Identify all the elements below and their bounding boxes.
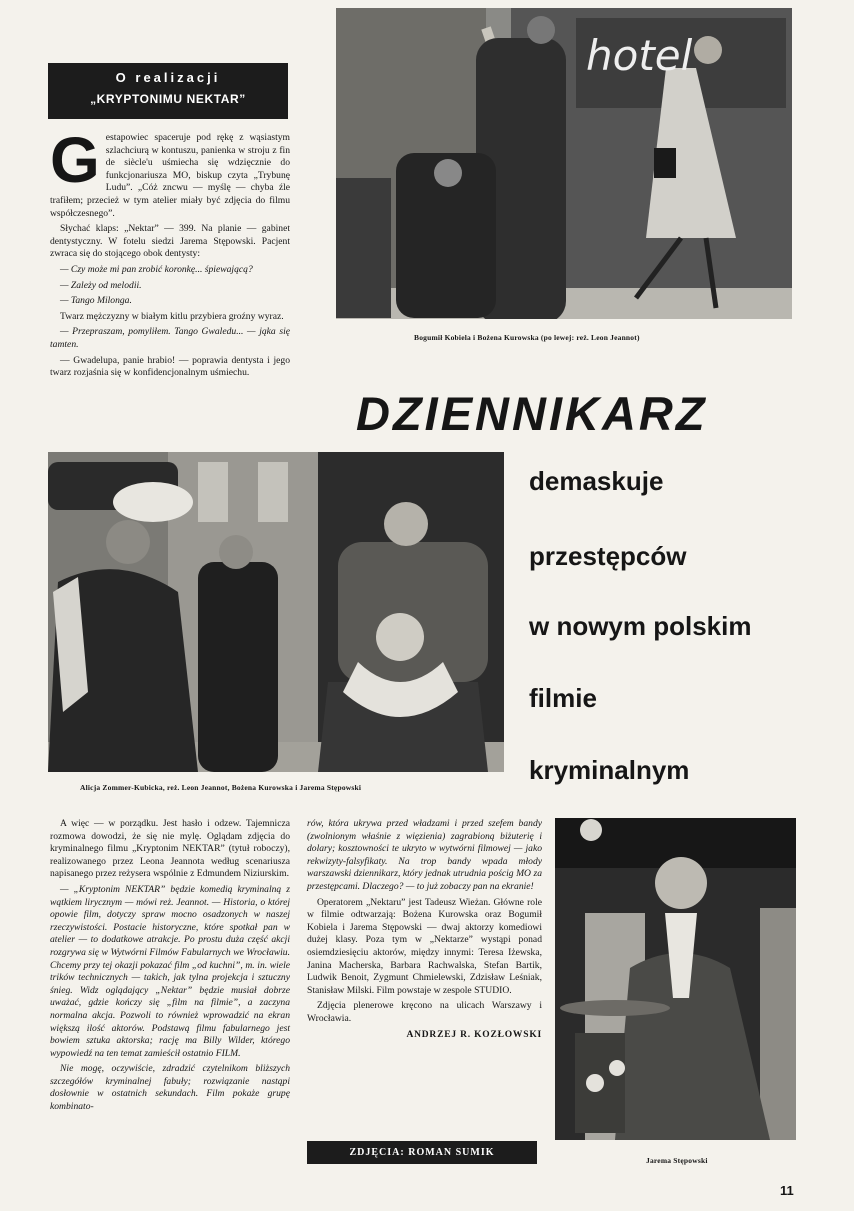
intro-paragraph: Słychać klaps: „Nektar” — 399. Na planie — gabinet dentystyczny. W fotelu siedzi Jarema Stępowski. Pacjent zwraca się do stojącego obok dentysty:: [50, 223, 290, 260]
headline-title: DZIENNIKARZ: [356, 387, 708, 440]
article-column-left: [50, 818, 290, 1117]
author-byline: ANDRZEJ R. KOZŁOWSKI: [406, 1029, 542, 1040]
headline-sub2: przestępców: [529, 541, 687, 571]
dialogue-line: — Zależy od melodii.: [60, 279, 142, 291]
intro-paragraph: Twarz mężczyzny w białym kitlu przybiera groźny wyraz.: [60, 310, 284, 322]
photo-dentist-scene: [48, 452, 504, 772]
header-line2: „KRYPTONIMU NEKTAR”: [90, 92, 246, 106]
drop-cap: G: [50, 124, 100, 196]
headline-sub1: demaskuje: [529, 466, 664, 496]
photo-portrait: [555, 818, 796, 1140]
photo-hotel-scene: [336, 8, 792, 319]
intro-paragraph: estapowiec spaceruje pod rękę z wąsiastym szlachciurą w kontuszu, panienka w stroju z fin de siècle'u uśmiecha się wdzięcznie do funkcjonariusza MO, biskup czyta „Trybunę Ludu”. „Cóż zncwu — myślę — chyba źle trafiłem; przecież w tym atelier miały być zdjęcia do filmu współczesnego”.: [50, 132, 290, 219]
dialogue-line: — Czy może mi pan zrobić koronkę... śpiewającą?: [60, 263, 253, 275]
headline-sub5: kryminalnym: [529, 755, 690, 785]
intro-paragraph: — Gwadelupa, panie hrabio! — poprawia dentysta i jego twarz rozjaśnia się w konfidencjonalnym uśmiechu.: [50, 354, 290, 379]
photo-credit: ZDJĘCIA: ROMAN SUMIK: [307, 1141, 537, 1164]
intro-column: [50, 124, 290, 383]
hotel-sign: hotel: [586, 31, 693, 80]
article-paragraph: rów, która ukrywa przed władzami i przed szefem bandy (zwolnionym właśnie z więzienia) zagrabioną biżuterię i dolary; kosztowności te ukryto w wytwórni filmowej — jako rekwizyty-falsyfikaty. Na trop bandy wpada młody warszawski dziennikarz, który jednak utrudnia pościg MO za przestępcami. Dlaczego? — to już zobaczy pan na ekranie!: [307, 818, 542, 892]
caption-middle-photo: Alicja Zommer-Kubicka, reż. Leon Jeannot, Bożena Kurowska i Jarema Stępowski: [80, 783, 362, 792]
article-column-middle: [307, 818, 542, 1044]
headline-sub4: filmie: [529, 683, 597, 713]
article-paragraph: — „Kryptonim NEKTAR” będzie komedią kryminalną z wątkiem lirycznym — mówi reż. Jeannot. — Historia, o której opowie film, dotyczy spraw mocno osadzonych w naszej rzeczywistości. Postacie historyczne, które spotkał pan w atelier — to dodatkowe atrakcje. Po prostu duża część akcji rozgrywa się w Wytwórni Filmów Fabularnych we Wrocławiu. Chcemy przy tej okazji pokazać film „od kuchni”, m. in. wiele trików technicznych — takich, jak tylna projekcja i sztuczny śnieg. Widz oglądający „Nektar” będzie musiał dobrze uważać, gdzie kończy się „film na filmie”, a zaczyna normalna akcja. Pozwoli to również wprowadzić na ekran większą ilość aktorów. Podstawą filmu fabularnego jest bowiem sztuka aktorska; rację ma Billy Wilder, którego wypowiedź na ten temat zamieścił ostatnio FILM.: [50, 883, 290, 1059]
header-line1: O realizacji: [115, 70, 221, 85]
page-number: 11: [780, 1183, 794, 1198]
headline-sub3: w nowym polskim: [529, 611, 752, 641]
caption-bottom-photo: Jarema Stępowski: [646, 1156, 708, 1165]
dialogue-line: — Tango Milonga.: [60, 295, 132, 307]
article-paragraph: Operatorem „Nektaru” jest Tadeusz Wieżan. Główne role w filmie odtwarzają: Bożena Kurowska oraz Bogumił Kobiela i Jarema Stępowski — dwaj aktorzy komediowi dużej klasy. Poza tym w „Nektarze” wystąpi ponad osiemdziesięciu aktorów, między innymi: Teresa Iżewska, Janina Macherska, Barbara Rachwalska, Stefan Bartik, Ludwik Benoit, Zygmunt Chmielewski, Zdzisław Leśniak, Stanisław Milski. Film powstaje w zespole STUDIO.: [307, 896, 542, 996]
article-paragraph: A więc — w porządku. Jest hasło i odzew. Tajemnicza rozmowa dowodzi, że się nie mylę. Oglądam zdjęcia do kryminalnego filmu „Kryptonim NEKTAR” (tytuł roboczy), realizowanego przez Leona Jeannota według scenariusza napisanego przez reżysera wspólnie z Edmundem Niziurskim.: [50, 818, 290, 880]
article-paragraph: Nie mogę, oczywiście, zdradzić czytelnikom bliższych szczegółów kryminalnej fabuły; rozwiązanie nastąpi dosłownie w ostatnich sekundach. Film pokaże grupę kombinato-: [50, 1063, 290, 1113]
article-paragraph: Zdjęcia plenerowe kręcono na ulicach Warszawy i Wrocławia.: [307, 1000, 542, 1024]
dialogue-line: — Przepraszam, pomyliłem. Tango Gwaledu... — jąka się tamten.: [50, 326, 290, 350]
caption-top-photo: Bogumił Kobiela i Bożena Kurowska (po lewej: reż. Leon Jeannot): [414, 333, 640, 342]
section-header: [48, 63, 288, 119]
